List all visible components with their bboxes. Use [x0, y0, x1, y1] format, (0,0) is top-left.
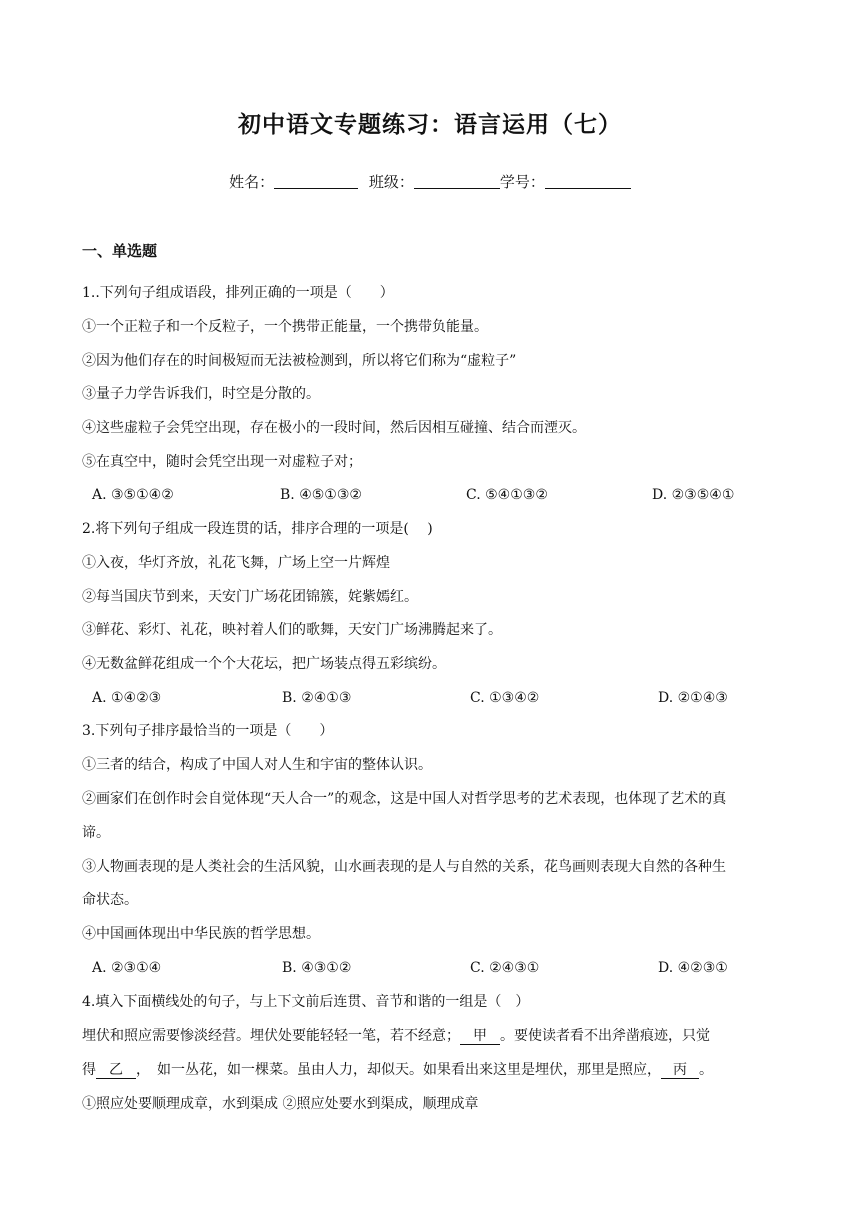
id-label: 学号： [499, 173, 545, 191]
q3-sentence-3-cont: 命状态。 [82, 892, 138, 908]
q4-sentence-1: ①照应处要顺理成章，水到渠成 [82, 1096, 278, 1112]
q2-option-d[interactable]: D. ②①④③ [658, 690, 728, 706]
q3-option-d[interactable]: D. ④②③① [658, 960, 728, 976]
q4-sentences [82, 1094, 782, 1114]
q2-sentence-2: ②每当国庆节到来，天安门广场花团锦簇，姹紫嫣红。 [82, 589, 418, 605]
q3-option-c[interactable]: C. ②④③① [470, 960, 540, 976]
q3-stem: 3.下列句子排序最恰当的一项是（ ） [82, 723, 334, 739]
q1-sentence-1: ①一个正粒子和一个反粒子，一个携带正能量，一个携带负能量。 [82, 319, 488, 335]
blank-yi[interactable]: 乙 [96, 1062, 136, 1079]
q4-sentence-2: ②照应处要水到渠成，顺理成章 [282, 1096, 479, 1112]
q4-passage-text: 。要使读者看不出斧凿痕迹，只觉 [500, 1028, 710, 1044]
blank-bing[interactable]: 丙 [661, 1062, 699, 1079]
class-label: 班级： [368, 173, 414, 191]
q3-sentence-1: ①三者的结合，构成了中国人对人生和宇宙的整体认识。 [82, 757, 432, 773]
q3-option-a[interactable]: A. ②③①④ [92, 960, 162, 976]
q1-option-b[interactable]: B. ④⑤①③② [280, 487, 362, 503]
q1-sentence-3: ③量子力学告诉我们，时空是分散的。 [82, 386, 320, 402]
q1-option-c[interactable]: C. ⑤④①③② [466, 487, 548, 503]
section-heading: 一、单选题 [82, 242, 158, 260]
q3-option-b[interactable]: B. ④③①② [282, 960, 352, 976]
q2-sentence-3: ③鲜花、彩灯、礼花，映衬着人们的歌舞，天安门广场沸腾起来了。 [82, 622, 502, 638]
page-title: 初中语文专题练习：语言运用（七） [238, 112, 622, 138]
q4-passage-text: ， 如一丛花，如一棵菜。虽由人力，却似天。如果看出来这里是埋伏，那里是照应， [136, 1062, 661, 1078]
class-blank[interactable] [414, 174, 500, 189]
student-info-line [0, 171, 860, 192]
q4-passage-text: 得 [82, 1062, 96, 1078]
q1-sentence-4: ④这些虚粒子会凭空出现，存在极小的一段时间，然后因相互碰撞、结合而湮灭。 [82, 420, 586, 436]
q1-option-d[interactable]: D. ②③⑤④① [652, 487, 735, 503]
q4-passage-text: 。 [699, 1062, 713, 1078]
q2-stem: 2.将下列句子组成一段连贯的话，排序合理的一项是( ) [82, 521, 433, 537]
q2-option-c[interactable]: C. ①③④② [470, 690, 540, 706]
q4-passage-line-2 [82, 1060, 782, 1080]
q4-stem: 4.填入下面横线处的句子，与上下文前后连贯、音节和谐的一组是（ ） [82, 994, 530, 1010]
q3-sentence-2-cont: 谛。 [82, 825, 110, 841]
id-blank[interactable] [545, 174, 631, 189]
q3-sentence-4: ④中国画体现出中华民族的哲学思想。 [82, 926, 320, 942]
q2-option-b[interactable]: B. ②④①③ [282, 690, 352, 706]
q1-sentence-5: ⑤在真空中，随时会凭空出现一对虚粒子对； [82, 454, 362, 470]
q2-sentence-4: ④无数盆鲜花组成一个个大花坛，把广场装点得五彩缤纷。 [82, 656, 446, 672]
q4-passage-text: 埋伏和照应需要惨淡经营。埋伏处要能轻轻一笔，若不经意； [82, 1028, 460, 1044]
q1-stem: 1..下列句子组成语段，排列正确的一项是（ ） [82, 285, 394, 301]
q2-sentence-1: ①入夜，华灯齐放，礼花飞舞，广场上空一片辉煌 [82, 555, 390, 571]
q4-passage-line-1 [82, 1026, 782, 1046]
q1-sentence-2: ②因为他们存在的时间极短而无法被检测到，所以将它们称为“虚粒子” [82, 353, 517, 369]
q1-option-a[interactable]: A. ③⑤①④② [92, 487, 174, 503]
name-label: 姓名： [229, 173, 275, 191]
q3-sentence-3: ③人物画表现的是人类社会的生活风貌，山水画表现的是人与自然的关系，花鸟画则表现大自然的各种生 [82, 859, 726, 875]
name-blank[interactable] [274, 174, 358, 189]
blank-jia[interactable]: 甲 [460, 1028, 500, 1045]
q3-sentence-2: ②画家们在创作时会自觉体现“天人合一”的观念，这是中国人对哲学思考的艺术表现，也体现了艺术的真 [82, 791, 727, 807]
q2-option-a[interactable]: A. ①④②③ [92, 690, 162, 706]
